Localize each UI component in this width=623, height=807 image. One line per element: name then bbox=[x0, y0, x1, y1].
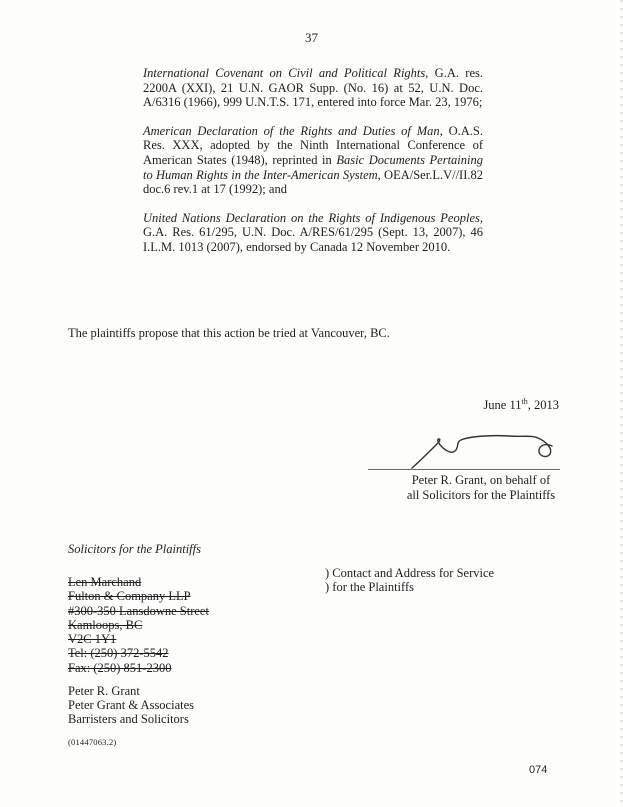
citation-block bbox=[143, 66, 483, 269]
service-note-line: ) Contact and Address for Service bbox=[325, 566, 495, 580]
citation-title: United Nations Declaration on the Rights of Indigenous Peoples, bbox=[143, 210, 483, 225]
citation-paragraph-american-declaration bbox=[143, 124, 483, 197]
signatory-role: all Solicitors for the Plaintiffs bbox=[406, 487, 556, 502]
date-line bbox=[483, 398, 559, 413]
citation-paragraph-iccpr bbox=[143, 66, 483, 110]
struck-line: Fax: (250) 851-2300 bbox=[68, 660, 172, 675]
citation-title: American Declaration of the Rights and Duties of Man bbox=[143, 123, 440, 138]
firm-descriptor: Barristers and Solicitors bbox=[68, 712, 189, 727]
citation-detail: G.A. res. 2200A (XXI), 21 U.N. GAOR Supp. (No. 16) at 52, U.N. Doc. A/6316 (1966), 999 U.N.T.S. 171, entered into force Mar. 23, 1976; bbox=[143, 66, 483, 110]
citation-title: International Covenant on Civil and Political Rights, bbox=[143, 66, 429, 80]
citation-subtitle: Basic Documents Pertaining to Human Rights in the Inter-American System, bbox=[143, 152, 483, 182]
struck-line: Len Marchand bbox=[68, 575, 142, 589]
citation-paragraph-undrip bbox=[143, 211, 483, 255]
struck-line: Fulton & Company LLP bbox=[68, 589, 191, 604]
citation-detail: OEA/Ser.L.V//II.82 doc.6 rev.1 at 17 (1992); and bbox=[143, 167, 484, 197]
signatory-block bbox=[396, 473, 566, 502]
solicitors-heading: Solicitors for the Plaintiffs bbox=[68, 542, 201, 556]
trial-location-sentence: The plaintiffs propose that this action be tried at Vancouver, BC. bbox=[68, 326, 390, 340]
date-suffix: , 2013 bbox=[527, 398, 559, 412]
citation-detail: , O.A.S. Res. XXX, adopted by the Ninth International Conference of American States (1948), reprinted in bbox=[143, 123, 483, 167]
current-firm-block bbox=[68, 684, 194, 727]
document-file-number: (01447063.2) bbox=[68, 737, 117, 747]
signature-line bbox=[368, 469, 560, 470]
signatory-name: Peter R. Grant, on behalf of bbox=[411, 473, 551, 487]
citation-detail: G.A. Res. 61/295, U.N. Doc. A/RES/61/295 (Sept. 13, 2007), 46 I.L.M. 1013 (2007), endorsed by Canada 12 November 2010. bbox=[143, 225, 483, 254]
struck-out-address-block bbox=[68, 575, 209, 675]
firm-contact-name: Peter R. Grant bbox=[68, 684, 140, 698]
bates-stamp-number: 074 bbox=[529, 764, 548, 776]
struck-line: #300-350 Lansdowne Street bbox=[68, 603, 209, 618]
struck-line: Kamloops, BC bbox=[68, 617, 143, 632]
struck-line: Tel: (250) 372-5542 bbox=[68, 646, 169, 661]
handwritten-signature bbox=[366, 423, 564, 471]
service-address-note bbox=[325, 567, 494, 595]
date-prefix: June 11 bbox=[483, 398, 522, 412]
struck-line: V2C 1Y1 bbox=[68, 632, 117, 647]
date-ordinal-superscript: th bbox=[521, 396, 528, 406]
service-note-line: ) for the Plaintiffs bbox=[325, 579, 414, 594]
firm-name: Peter Grant & Associates bbox=[68, 698, 195, 713]
page-number: 37 bbox=[305, 30, 318, 45]
